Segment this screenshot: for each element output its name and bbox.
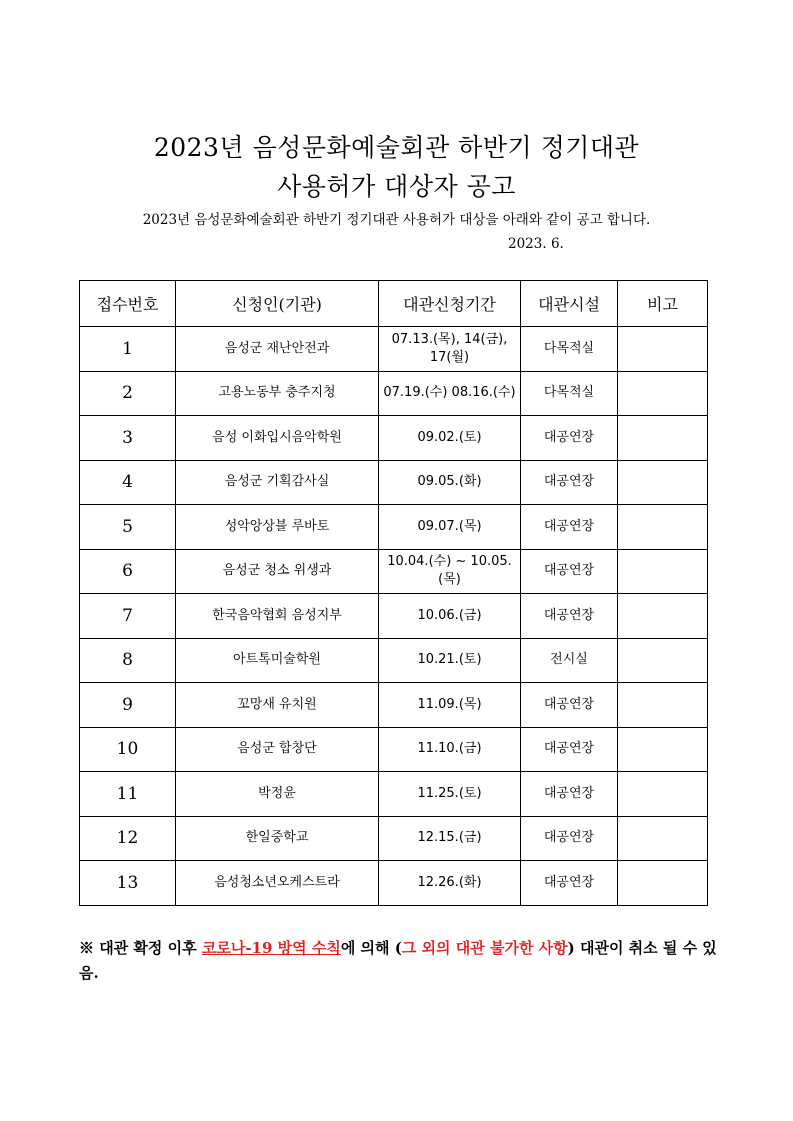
cell-period: 11.25.(토) bbox=[379, 772, 521, 817]
cell-facility: 전시실 bbox=[521, 638, 618, 683]
cell-number: 2 bbox=[80, 371, 176, 416]
cell-facility: 대공연장 bbox=[521, 460, 618, 505]
cell-period: 07.19.(수) 08.16.(수) bbox=[379, 371, 521, 416]
cell-applicant: 음성군 청소 위생과 bbox=[176, 549, 379, 594]
cell-facility: 대공연장 bbox=[521, 772, 618, 817]
cell-note bbox=[618, 772, 708, 817]
column-header-number: 접수번호 bbox=[80, 281, 176, 327]
cell-period: 12.26.(화) bbox=[379, 861, 521, 906]
cell-period: 12.15.(금) bbox=[379, 816, 521, 861]
cell-facility: 대공연장 bbox=[521, 861, 618, 906]
table-row bbox=[80, 505, 708, 550]
subtitle: 2023년 음성문화예술회관 하반기 정기대관 사용허가 대상을 아래와 같이 공고 합니다. bbox=[142, 212, 651, 228]
cell-facility: 다목적실 bbox=[521, 327, 618, 372]
cell-facility: 대공연장 bbox=[521, 416, 618, 461]
title-line-2: 사용허가 대상자 공고 bbox=[277, 172, 516, 201]
column-header-period: 대관신청기간 bbox=[379, 281, 521, 327]
cell-applicant: 음성군 기획감사실 bbox=[176, 460, 379, 505]
cell-applicant: 아트톡미술학원 bbox=[176, 638, 379, 683]
footnote-emphasis-other: 그 외의 대관 불가한 사항 bbox=[401, 939, 568, 957]
cell-note bbox=[618, 683, 708, 728]
table-row bbox=[80, 549, 708, 594]
table-row bbox=[80, 816, 708, 861]
cell-applicant: 음성청소년오케스트라 bbox=[176, 861, 379, 906]
cell-number: 9 bbox=[80, 683, 176, 728]
cell-applicant: 음성군 합창단 bbox=[176, 727, 379, 772]
cell-number: 11 bbox=[80, 772, 176, 817]
applicant-table bbox=[79, 280, 708, 906]
cell-number: 4 bbox=[80, 460, 176, 505]
table-row bbox=[80, 327, 708, 372]
cell-period: 09.02.(토) bbox=[379, 416, 521, 461]
cell-applicant: 한국음악협회 음성지부 bbox=[176, 594, 379, 639]
table-row bbox=[80, 638, 708, 683]
title-line-1: 2023년 음성문화예술회관 하반기 정기대관 bbox=[153, 133, 640, 162]
cell-applicant: 음성 이화입시음악학원 bbox=[176, 416, 379, 461]
table-row bbox=[80, 727, 708, 772]
cell-facility: 대공연장 bbox=[521, 594, 618, 639]
footnote bbox=[79, 936, 719, 986]
footnote-text-2: 에 의해 ( bbox=[340, 939, 402, 957]
cell-applicant: 고용노동부 충주지청 bbox=[176, 371, 379, 416]
cell-number: 1 bbox=[80, 327, 176, 372]
cell-note bbox=[618, 327, 708, 372]
cell-note bbox=[618, 549, 708, 594]
cell-note bbox=[618, 816, 708, 861]
cell-applicant: 성악앙상블 루바토 bbox=[176, 505, 379, 550]
table-header-row bbox=[80, 281, 708, 327]
cell-facility: 대공연장 bbox=[521, 549, 618, 594]
table-row bbox=[80, 594, 708, 639]
cell-period: 07.13.(목), 14(금), 17(월) bbox=[379, 327, 521, 372]
cell-note bbox=[618, 416, 708, 461]
cell-applicant: 꼬망새 유치원 bbox=[176, 683, 379, 728]
table-row bbox=[80, 683, 708, 728]
notice-date: 2023. 6. bbox=[508, 236, 564, 252]
cell-number: 7 bbox=[80, 594, 176, 639]
cell-period: 10.04.(수) ~ 10.05.(목) bbox=[379, 549, 521, 594]
cell-note bbox=[618, 371, 708, 416]
table-row bbox=[80, 772, 708, 817]
cell-note bbox=[618, 460, 708, 505]
footnote-text-3: ) 대관이 취소 될 수 있음. bbox=[79, 939, 717, 982]
cell-period: 11.10.(금) bbox=[379, 727, 521, 772]
cell-note bbox=[618, 638, 708, 683]
cell-number: 8 bbox=[80, 638, 176, 683]
cell-note bbox=[618, 861, 708, 906]
column-header-applicant: 신청인(기관) bbox=[176, 281, 379, 327]
column-header-facility: 대관시설 bbox=[521, 281, 618, 327]
table-body bbox=[80, 327, 708, 906]
cell-number: 6 bbox=[80, 549, 176, 594]
table-row bbox=[80, 371, 708, 416]
table-row bbox=[80, 416, 708, 461]
column-header-note: 비고 bbox=[618, 281, 708, 327]
cell-period: 09.07.(목) bbox=[379, 505, 521, 550]
cell-number: 10 bbox=[80, 727, 176, 772]
cell-period: 11.09.(목) bbox=[379, 683, 521, 728]
cell-applicant: 박정윤 bbox=[176, 772, 379, 817]
cell-period: 10.06.(금) bbox=[379, 594, 521, 639]
cell-number: 12 bbox=[80, 816, 176, 861]
cell-facility: 대공연장 bbox=[521, 727, 618, 772]
cell-number: 5 bbox=[80, 505, 176, 550]
cell-facility: 대공연장 bbox=[521, 683, 618, 728]
footnote-emphasis-covid: 코로나-19 방역 수칙 bbox=[201, 939, 341, 957]
cell-facility: 대공연장 bbox=[521, 505, 618, 550]
cell-period: 09.05.(화) bbox=[379, 460, 521, 505]
cell-note bbox=[618, 727, 708, 772]
footnote-text-1: ※ 대관 확정 이후 bbox=[79, 939, 202, 957]
cell-note bbox=[618, 505, 708, 550]
cell-period: 10.21.(토) bbox=[379, 638, 521, 683]
cell-note bbox=[618, 594, 708, 639]
cell-facility: 다목적실 bbox=[521, 371, 618, 416]
cell-applicant: 음성군 재난안전과 bbox=[176, 327, 379, 372]
table-row bbox=[80, 861, 708, 906]
cell-number: 3 bbox=[80, 416, 176, 461]
cell-number: 13 bbox=[80, 861, 176, 906]
cell-applicant: 한일중학교 bbox=[176, 816, 379, 861]
cell-facility: 대공연장 bbox=[521, 816, 618, 861]
table-row bbox=[80, 460, 708, 505]
